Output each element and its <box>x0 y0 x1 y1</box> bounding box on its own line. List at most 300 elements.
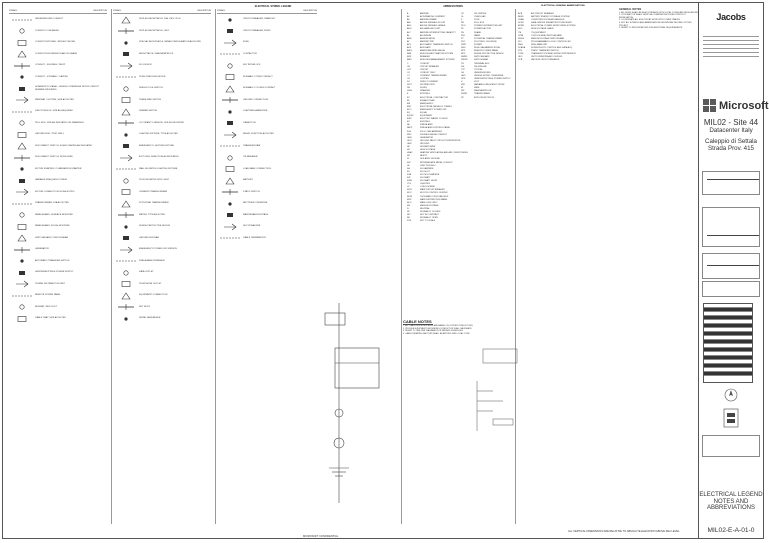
legend-row <box>113 244 211 256</box>
abbreviation-code: EPO <box>407 108 412 111</box>
legend-description: MOTOR CONNECTION, HP AS NOTED <box>35 190 75 193</box>
abbreviation-code: PLC <box>518 40 523 43</box>
abbreviation-meaning: CONDUIT <box>420 62 430 65</box>
abbreviation-meaning: LOW VOLTAGE <box>420 186 435 189</box>
legend-description: EXIT SIGN, DIRECTION AS INDICATED <box>139 156 179 159</box>
abbreviation-meaning: AMERICAN WIRE GAUGE <box>420 50 446 53</box>
abbreviation-code: ACB <box>518 13 523 15</box>
general-note: 3. COORDINATE ALL ELECTRICAL WORK WITH OTHER TRADES. <box>619 19 681 22</box>
abbreviation-code: KW <box>407 176 411 179</box>
abbreviation-meaning: EXISTING <box>420 121 430 124</box>
legend-description: FIRE ALARM INTERFACE <box>139 259 165 262</box>
abbreviation-meaning: NOT IN CONTRACT <box>420 214 440 217</box>
legend-row <box>113 210 211 222</box>
legend-description: RELAY, FUNCTION AS NOTED <box>243 133 274 136</box>
abbreviation-meaning: HERTZ <box>420 155 427 158</box>
abbreviation-code: ATS <box>407 43 411 46</box>
legend-symbol-icon <box>113 188 139 196</box>
abbreviation-meaning: STATIC TRANSFER SWITCH <box>531 50 559 53</box>
company-logo: Jacobs <box>716 12 746 22</box>
abbreviation-meaning: POLYVINYL CHLORIDE <box>474 40 497 43</box>
abbreviation-code: IMC <box>407 161 411 164</box>
abbreviation-code: JB <box>407 164 410 167</box>
abbreviation-code: DCIM <box>518 22 524 25</box>
legend-row <box>9 118 107 130</box>
abbreviation-code: AIC <box>407 31 411 34</box>
abbreviation-meaning: ELECTRICAL METALLIC TUBING <box>420 105 452 108</box>
legend-row <box>217 14 317 26</box>
legend-description: GENERATOR <box>35 248 49 251</box>
legend-symbol-icon <box>9 96 35 104</box>
legend-row <box>113 302 211 314</box>
abbreviation-code: XP <box>461 96 464 99</box>
legend-row <box>9 187 107 199</box>
cable-note: 3. REFER TO ONE-LINE DIAGRAMS FOR FEEDER SCHEDULES. <box>403 330 464 333</box>
abbreviation-meaning: DATA CENTER INFRASTRUCTURE MGMT <box>531 22 572 25</box>
legend-symbol-icon <box>217 234 243 242</box>
abbreviation-meaning: EQUIPMENT <box>420 115 433 118</box>
abbreviation-meaning: PULL BOX <box>474 22 485 25</box>
legend-symbol-icon <box>113 280 139 288</box>
legend-description: KEY NOTE <box>139 305 151 308</box>
abbreviation-code: LV <box>407 186 410 189</box>
legend-symbol-icon <box>217 39 243 47</box>
legend-row <box>113 49 211 61</box>
legend-description: LIGHTING FIXTURE, TYPE AS NOTED <box>139 133 178 136</box>
legend-symbol-icon <box>113 211 139 219</box>
abbreviation-code: CB <box>407 65 410 68</box>
abbreviation-code: EQ <box>407 112 411 114</box>
legend-symbol-icon <box>9 73 35 81</box>
abbreviation-code: OL <box>461 16 464 19</box>
project-subtitle: Datacenter Italy <box>709 127 753 134</box>
abbreviation-meaning: LIGHTING <box>420 183 430 186</box>
abbreviation-meaning: REMOTE POWER PANEL <box>474 50 499 53</box>
abbreviation-meaning: HEATING VENTILATING AND AIR CONDITIONING <box>420 152 468 155</box>
abbreviation-code: FA <box>407 124 410 127</box>
symbol-legend-column-2 <box>113 9 211 449</box>
legend-symbol-icon <box>217 223 243 231</box>
abbreviation-meaning: RIGID GALVANIZED STEEL <box>474 47 501 50</box>
legend-symbol-icon <box>9 165 35 173</box>
abbreviation-code: UNO <box>461 74 466 77</box>
abbreviation-code: NTS <box>407 220 412 223</box>
legend-row <box>9 198 107 210</box>
abbreviation-code: AWG <box>407 50 412 53</box>
legend-description: CAPACITOR <box>243 121 256 124</box>
legend-row <box>217 95 317 107</box>
legend-row <box>217 72 317 84</box>
abbreviation-meaning: EXPLOSION PROOF <box>474 96 494 99</box>
legend-row <box>9 164 107 176</box>
cable-detail-sketch <box>403 341 563 441</box>
legend-symbol-icon <box>113 292 139 300</box>
sheet-title <box>699 492 763 512</box>
legend-row <box>113 37 211 49</box>
abbreviation-meaning: CIRCUIT <box>420 68 429 71</box>
abbreviation-code: PVC <box>461 40 466 43</box>
abbreviation-meaning: ABOVE FINISHED FLOOR <box>420 22 446 25</box>
abbreviation-code: EWC <box>407 118 412 121</box>
abbreviation-code: LTG <box>407 183 411 186</box>
legend-description: GROUND ROD / TEST WELL <box>35 133 65 136</box>
abbreviation-meaning: HIGH VOLTAGE CABLE <box>531 28 554 31</box>
abbreviation-meaning: SURGE PROTECTIVE DEVICE <box>474 53 504 56</box>
abbreviation-meaning: BREAKER <box>420 56 430 59</box>
abbreviation-row <box>407 220 459 223</box>
abbreviation-code: STS <box>518 50 523 53</box>
abbreviation-code: EC <box>407 96 410 99</box>
abbreviation-code: BKR <box>407 56 412 59</box>
legend-description: SURGE PROTECTIVE DEVICE <box>139 225 171 228</box>
abbreviation-meaning: AIR CIRCUIT BREAKER <box>531 13 554 15</box>
abbreviation-code: HVAC <box>407 152 413 155</box>
legend-description: PANELBOARD, FLUSH MOUNTED <box>35 225 70 228</box>
legend-description: LIGHTNING ARRESTER <box>243 110 268 113</box>
legend-description: PULL BOX, SIZE AS INDICATED ON DRAWINGS <box>35 121 84 124</box>
abbreviation-meaning: COPPER <box>420 77 429 80</box>
legend-description: TIE BREAKER <box>243 156 258 159</box>
abbreviation-meaning: KILOAMPERE <box>420 167 434 170</box>
abbreviation-code: XFMR <box>461 93 467 96</box>
legend-row <box>217 129 317 141</box>
drawing-sheet <box>2 2 769 539</box>
legend-row <box>9 313 107 325</box>
abbreviation-code: UDC <box>518 56 523 59</box>
abbreviation-code: SWBD <box>461 56 468 59</box>
one-line-diagram <box>319 303 399 503</box>
abbreviation-code: DIST <box>407 84 412 87</box>
legend-row <box>113 26 211 38</box>
abbreviation-code: RPP <box>461 50 466 53</box>
abbreviation-meaning: JUNCTION BOX <box>420 164 436 167</box>
abbreviation-meaning: INTERMEDIATE METAL CONDUIT <box>420 161 453 164</box>
legend-description: STATIC SWITCH <box>243 190 260 193</box>
abbreviation-meaning: EMERGENCY <box>420 102 434 105</box>
abbreviation-meaning: VACUUM CIRCUIT BREAKER <box>531 59 560 62</box>
legend-row <box>113 279 211 291</box>
abbreviation-code: TB <box>461 62 464 65</box>
legend-description: JUNCTION BOX, SIZE AS REQUIRED <box>35 110 73 113</box>
legend-symbol-icon <box>217 108 243 116</box>
legend-symbol-icon <box>113 223 139 231</box>
legend-row <box>113 141 211 153</box>
legend-symbol-icon <box>217 177 243 185</box>
legend-symbol-icon <box>113 303 139 311</box>
legend-description: AUTOMATIC TRANSFER SWITCH <box>35 259 70 262</box>
abbreviation-meaning: KILOVOLT <box>420 170 431 173</box>
abbreviation-meaning: CURRENT TRANSFORMER <box>420 74 447 77</box>
legend-symbol-icon <box>113 177 139 185</box>
abbreviation-code: AFG <box>407 25 412 28</box>
confidential-label: MICROSOFT CONFIDENTIAL <box>303 535 339 538</box>
abbreviation-meaning: FULL LOAD AMPERES <box>420 130 442 133</box>
legend-description: POTENTIAL TRANSFORMER <box>139 202 169 205</box>
legend-row <box>217 152 317 164</box>
legend-description: CONDUIT EXPOSED / RUN AT CEILING <box>35 41 76 44</box>
abbreviation-meaning: MAIN DISTRIBUTION PANEL <box>420 198 448 201</box>
legend-description: EMERGENCY LIGHTING FIXTURE <box>139 144 174 147</box>
legend-row <box>9 256 107 268</box>
abbreviation-meaning: AUTOMATIC TRANSFER SWITCH <box>420 43 453 46</box>
abbreviation-code: NC <box>407 211 411 213</box>
cable-note: 4. CABLE DERATING FACTORS SHALL BE APPLIED PER LOCAL CODE. <box>403 332 471 335</box>
abbreviation-code: NIC <box>407 214 411 217</box>
description-header-2: DESCRIPTION <box>197 10 211 12</box>
legend-symbol-icon <box>9 211 35 219</box>
legend-description: PANELBOARD, SURFACE MOUNTED <box>35 213 74 216</box>
legend-description: DISCONNECT SWITCH, NON-FUSED <box>35 156 73 159</box>
legend-symbol-icon <box>113 257 139 265</box>
abbreviation-meaning: IT EQUIPMENT <box>531 31 546 34</box>
legend-row <box>113 129 211 141</box>
abbreviation-meaning: TELEPHONE <box>474 65 487 68</box>
legend-description: TRANSFORMER, KVA AS NOTED <box>35 202 69 205</box>
abbreviation-code: W <box>461 87 463 90</box>
abbreviation-meaning: FIRE ALARM <box>420 124 433 127</box>
abbreviation-meaning: POWER <box>474 43 482 46</box>
abbreviation-meaning: UNIT DOWNSTREAM COUPLER <box>531 56 563 59</box>
legend-row <box>9 302 107 314</box>
legend-description: SINGLE POLE SWITCH <box>139 87 163 90</box>
legend-row <box>9 60 107 72</box>
project-name: MIL02 - Site 44 <box>703 118 759 127</box>
legend-title: ELECTRICAL SYMBOL LEGEND <box>254 5 292 8</box>
abbreviation-code: KV <box>407 170 410 173</box>
legend-symbol-icon <box>9 27 35 35</box>
abbreviation-code: CU <box>407 77 411 80</box>
revision-table <box>703 303 753 383</box>
legend-symbol-icon <box>9 131 35 139</box>
abbreviation-code: GEN <box>407 136 412 139</box>
abbreviation-code: EPMS <box>518 25 524 28</box>
legend-description: CURRENT TRANSFORMER <box>139 190 168 193</box>
legend-symbol-icon <box>113 39 139 47</box>
legend-description: DISCONNECT SWITCH, FUSED, RATING AS INDICATED <box>35 144 93 147</box>
legend-symbol-icon <box>113 200 139 208</box>
abbreviation-code: MVSG <box>518 37 525 40</box>
abbreviation-row <box>461 97 513 100</box>
abbreviation-meaning: DISTRIBUTION <box>420 84 435 87</box>
legend-description: CONDUIT RUN UNDER SLAB ON GRADE <box>35 52 78 55</box>
legend-symbol-icon <box>217 16 243 24</box>
legend-description: EQUIPMENT CONNECTION <box>139 294 168 297</box>
abbreviation-code: WP <box>461 90 465 93</box>
abbreviation-meaning: BUILDING MANAGEMENT SYSTEM <box>420 59 455 62</box>
abbreviation-code: EM <box>407 102 411 105</box>
legend-description: POWER DISTRIBUTION UNIT <box>35 282 66 285</box>
legend-description: DUPLEX RECEPTACLE, GFCI <box>139 29 170 32</box>
legend-description: DATA OUTLET <box>139 271 154 274</box>
legend-symbol-icon <box>9 108 35 116</box>
windows-squares-icon <box>703 99 716 112</box>
legend-symbol-icon <box>9 292 35 300</box>
legend-symbol-icon <box>113 119 139 127</box>
legend-description: DETAIL REFERENCE <box>139 317 161 320</box>
abbreviation-code: PNL <box>461 34 466 37</box>
abbreviation-meaning: PROGRAMMABLE LOGIC CONTROLLER <box>531 40 571 43</box>
legend-description: OCCUPANCY SENSOR, CEILING MOUNTED <box>139 121 185 124</box>
legend-row <box>9 106 107 118</box>
legend-description: DIMMER SWITCH <box>139 110 158 113</box>
legend-symbol-icon <box>217 131 243 139</box>
legend-description: GROUND BUS BAR <box>139 236 159 239</box>
legend-row <box>113 106 211 118</box>
abbreviation-meaning: MEDIUM VOLTAGE <box>420 204 439 207</box>
abbreviation-meaning: TYPICAL <box>474 68 483 71</box>
abbreviation-code: KWH <box>407 180 412 183</box>
legend-row <box>9 152 107 164</box>
legend-row <box>9 141 107 153</box>
abbreviation-code: DC <box>407 81 411 84</box>
abbreviation-meaning: NEUTRAL <box>420 207 430 210</box>
abbreviation-code: AFF <box>407 22 411 25</box>
address-line-2: Strada Prov. 415 <box>708 145 754 152</box>
abbreviation-code: KA <box>407 167 410 170</box>
abbreviation-meaning: KILOVOLT AMPERE <box>420 173 440 176</box>
address-line-1: Caleppio di Settala <box>705 138 757 145</box>
abbreviation-meaning: ELECTRIC WATER COOLER <box>420 118 448 121</box>
legend-row <box>113 118 211 130</box>
legend-description: CONDUIT - STUBBED / CAPPED <box>35 75 69 78</box>
legend-symbol-icon <box>217 73 243 81</box>
abbreviation-meaning: SWITCHGEAR <box>474 59 489 62</box>
abbreviation-code: CRAH <box>518 19 524 22</box>
legend-row <box>9 233 107 245</box>
legend-row <box>217 26 317 38</box>
abbreviation-meaning: HORSEPOWER <box>420 146 436 149</box>
abbreviation-meaning: UNLESS NOTED OTHERWISE <box>474 74 504 77</box>
legend-symbol-icon <box>113 131 139 139</box>
abbreviation-code: AHU <box>407 28 412 31</box>
abbreviation-meaning: ON CENTER <box>474 13 487 15</box>
abbreviation-meaning: ABOVE FINISHED GRADE <box>420 25 446 28</box>
legend-symbol-icon <box>217 211 243 219</box>
abbreviation-code: FLA <box>407 130 411 133</box>
legend-description: NORMALLY CLOSED CONTACT <box>243 87 276 90</box>
legend-symbol-icon <box>217 188 243 196</box>
abbreviation-meaning: AMPERE TRIP <box>420 40 435 43</box>
legend-description: KEY INTERLOCK <box>243 64 261 67</box>
legend-row <box>9 279 107 291</box>
legend-description: MOTOR STARTER / COMBINATION STARTER <box>35 167 82 170</box>
abbreviation-code: IG <box>407 158 410 161</box>
legend-description: UNDERGROUND CONDUIT <box>35 18 64 21</box>
legend-description: CONDUIT - FLEXIBLE / DROP <box>35 64 66 67</box>
legend-description: LOAD BANK CONNECTION <box>243 167 271 170</box>
legend-description: TRANSFER PAIR <box>243 144 261 147</box>
abbreviation-code: PWR <box>461 43 466 46</box>
sheet-title-line-3: ABBREVIATIONS <box>707 505 755 512</box>
legend-row <box>113 233 211 245</box>
legend-description: REMOTE POWER PANEL <box>35 294 61 297</box>
abbreviation-code: FACP <box>407 127 413 130</box>
legend-description: NORMALLY OPEN CONTACT <box>243 75 273 78</box>
legend-row <box>113 256 211 268</box>
legend-row <box>217 83 317 95</box>
abbreviation-meaning: POWER DISTRIBUTION UNIT <box>474 25 503 28</box>
legend-symbol-icon <box>113 73 139 81</box>
abbreviation-code: DN <box>407 87 411 90</box>
abbreviation-code: HP <box>407 146 410 149</box>
abbreviation-meaning: SUPERVISORY CONTROL AND DATA ACQ. <box>531 47 573 50</box>
title-block <box>698 3 769 538</box>
legend-description: POKE-THROUGH DEVICE <box>139 75 166 78</box>
legend-description: CONDUIT CONCEALED <box>35 29 60 32</box>
legend-symbol-icon <box>9 234 35 242</box>
legend-row <box>9 244 107 256</box>
legend-row <box>113 198 211 210</box>
abbreviation-meaning: VOLT <box>474 81 480 84</box>
abbreviation-meaning: EXISTING <box>420 93 430 96</box>
abbreviation-meaning: DOWN <box>420 87 427 90</box>
legend-description: GROUND CONNECTION <box>243 98 269 101</box>
legend-row <box>9 83 107 95</box>
abbreviation-meaning: NORMALLY OPEN <box>420 217 438 220</box>
legend-description: CONTACTOR <box>243 52 257 55</box>
abbreviation-code: SWGR <box>461 59 468 62</box>
legend-description: POLE MOUNTED SITE LIGHT <box>139 179 170 182</box>
legend-description: UNINTERRUPTIBLE POWER SUPPLY <box>35 271 74 274</box>
legend-symbol-icon <box>9 39 35 47</box>
abbreviation-meaning: POWER FACTOR <box>474 28 491 31</box>
abbreviation-code: GFCI <box>407 139 412 142</box>
legend-symbol-icon <box>217 85 243 93</box>
abbreviation-code: MV <box>407 204 411 207</box>
legend-row <box>113 14 211 26</box>
symbol-header-2: SYMBOL <box>113 10 122 12</box>
abbreviation-meaning: FLEXIBLE METAL CONDUIT <box>420 133 448 136</box>
description-header: DESCRIPTION <box>93 10 107 12</box>
legend-description: RECEPTACLE, WEATHERPROOF <box>139 52 174 55</box>
legend-row <box>9 26 107 38</box>
legend-row <box>9 290 107 302</box>
legend-description: FLOOR BOX <box>139 64 152 67</box>
abbreviation-meaning: TRANSFORMER <box>474 93 491 96</box>
legend-description: FUSE <box>243 41 249 44</box>
abbreviation-meaning: UNDERGROUND <box>474 71 491 74</box>
legend-symbol-icon <box>217 62 243 70</box>
abbreviation-meaning: ISOLATED GROUND <box>420 158 440 161</box>
abbreviation-code: EX <box>407 121 410 124</box>
abbreviation-meaning: TRANSIENT VOLTAGE SURGE SUPPRESSOR <box>531 53 576 56</box>
abbreviation-code: SCADA <box>518 47 526 50</box>
symbol-header: SYMBOL <box>9 10 18 12</box>
legend-row <box>113 290 211 302</box>
abbreviation-meaning: MOTOR CONTROL CENTER <box>420 192 448 195</box>
abbreviation-code: MLO <box>407 201 412 204</box>
legend-symbol-icon <box>113 108 139 116</box>
legend-row <box>217 198 317 210</box>
abbreviation-code: EMT <box>407 105 412 108</box>
abbreviation-meaning: DIRECT CURRENT <box>420 81 439 84</box>
legend-symbol-icon <box>113 315 139 323</box>
abbreviation-code: FMC <box>407 133 412 136</box>
abbreviation-meaning: POLE <box>474 19 480 22</box>
elevation-note: ALL VERTICAL DIMENSIONS ARE RELATIVE TO ABSOLUTE ELEVATION ABOVE SEA LEVEL <box>568 530 680 533</box>
abbreviation-meaning: GROUND FAULT CIRCUIT INTERRUPTER <box>420 139 461 142</box>
legend-row <box>217 210 317 222</box>
legend-row <box>9 72 107 84</box>
legend-description: CIRCUIT BREAKER, DRAWOUT <box>243 18 276 21</box>
abbreviation-meaning: GENERATOR <box>420 136 433 139</box>
legend-symbol-icon <box>9 303 35 311</box>
abbreviation-code: HV <box>407 149 410 152</box>
abbreviation-code: AC <box>407 16 410 19</box>
legend-symbol-icon <box>9 50 35 58</box>
abbreviation-code: OC <box>461 13 465 15</box>
abbreviation-code: MCC <box>407 192 412 195</box>
